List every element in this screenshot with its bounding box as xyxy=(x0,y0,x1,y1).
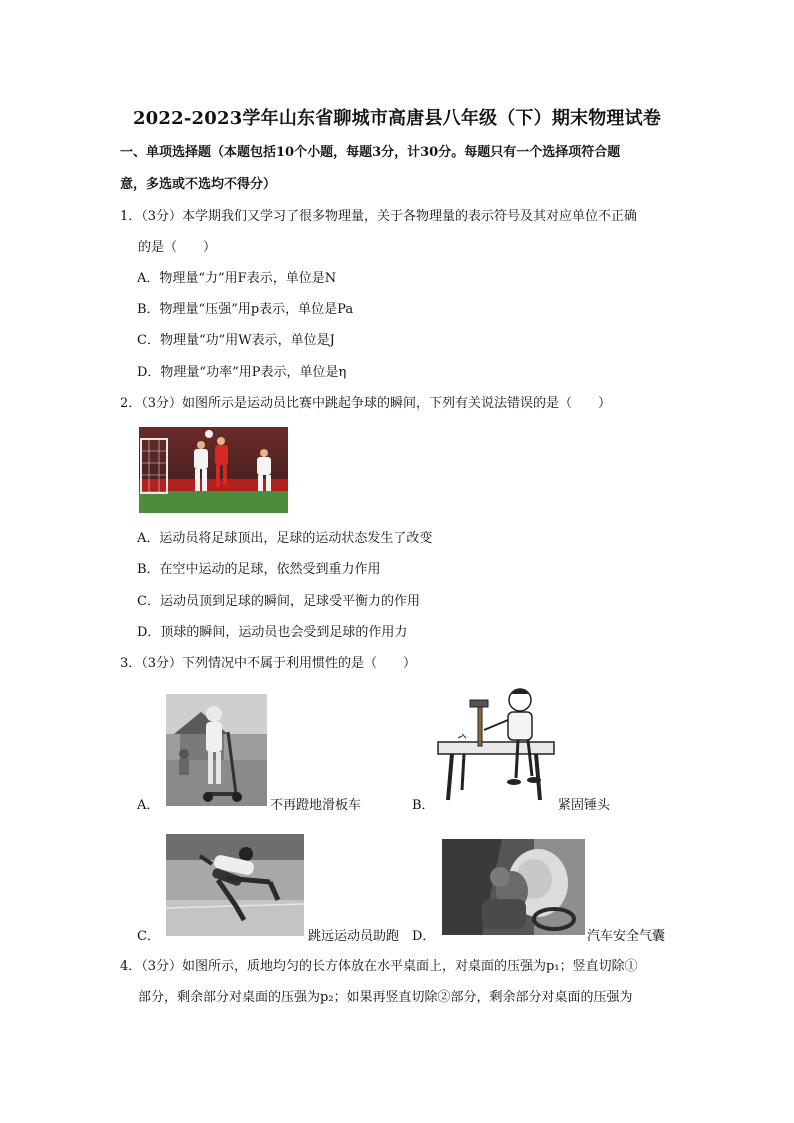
question-3-stem: 3．（3分）下列情况中不属于利用惯性的是（ ） xyxy=(120,656,417,671)
airbag-photo xyxy=(442,839,585,935)
long-jump-photo xyxy=(166,834,304,936)
question-3-option-a-caption: 不再蹬地滑板车 xyxy=(270,798,362,813)
question-1-option-b: B．物理量“压强”用p表示，单位是Pa xyxy=(137,302,354,317)
question-1-stem-cont: 的是（ ） xyxy=(138,240,217,255)
question-2-option-c: C．运动员顶到足球的瞬间，足球受平衡力的作用 xyxy=(137,594,420,609)
question-3-option-c-letter: C． xyxy=(137,929,160,944)
question-1-option-c: C．物理量“功”用W表示，单位是J xyxy=(137,333,335,348)
question-1-option-d: D．物理量“功率”用P表示，单位是η xyxy=(137,365,347,380)
question-3-option-b-caption: 紧固锤头 xyxy=(558,798,611,813)
question-3-option-a-letter: A． xyxy=(137,798,160,813)
question-3-option-b-letter: B． xyxy=(412,798,435,813)
soccer-header-photo xyxy=(139,427,288,513)
question-3-option-d-caption: 汽车安全气囊 xyxy=(587,929,666,944)
question-3-option-d-letter: D． xyxy=(412,929,436,944)
scooter-photo xyxy=(166,694,267,806)
question-2-option-a: A．运动员将足球顶出，足球的运动状态发生了改变 xyxy=(137,531,433,546)
section-heading-line2: 意，多选或不选均不得分） xyxy=(120,177,277,192)
section-heading-line1: 一、单项选择题（本题包括10个小题，每题3分，计30分。每题只有一个选择项符合题 xyxy=(120,145,621,160)
question-2-option-b: B．在空中运动的足球，依然受到重力作用 xyxy=(137,562,381,577)
question-1-option-a: A．物理量“力”用F表示，单位是N xyxy=(137,271,337,286)
question-2-option-d: D．顶球的瞬间，运动员也会受到足球的作用力 xyxy=(137,625,408,640)
question-4-stem: 4．（3分）如图所示，质地均匀的长方体放在水平桌面上，对桌面的压强为p₁；竖直切除① xyxy=(120,959,638,974)
question-4-stem-cont: 部分，剩余部分对桌面的压强为p₂；如果再竖直切除②部分，剩余部分对桌面的压强为 xyxy=(138,990,633,1005)
question-2-stem: 2．（3分）如图所示是运动员比赛中跳起争球的瞬间，下列有关说法错误的是（ ） xyxy=(120,396,612,411)
page-title: 2022-2023学年山东省聊城市高唐县八年级（下）期末物理试卷 xyxy=(132,108,662,129)
question-1-stem: 1．（3分）本学期我们又学习了很多物理量，关于各物理量的表示符号及其对应单位不正确 xyxy=(120,209,638,224)
hammer-bench-drawing xyxy=(432,686,556,804)
question-3-option-c-caption: 跳远运动员助跑 xyxy=(308,929,400,944)
